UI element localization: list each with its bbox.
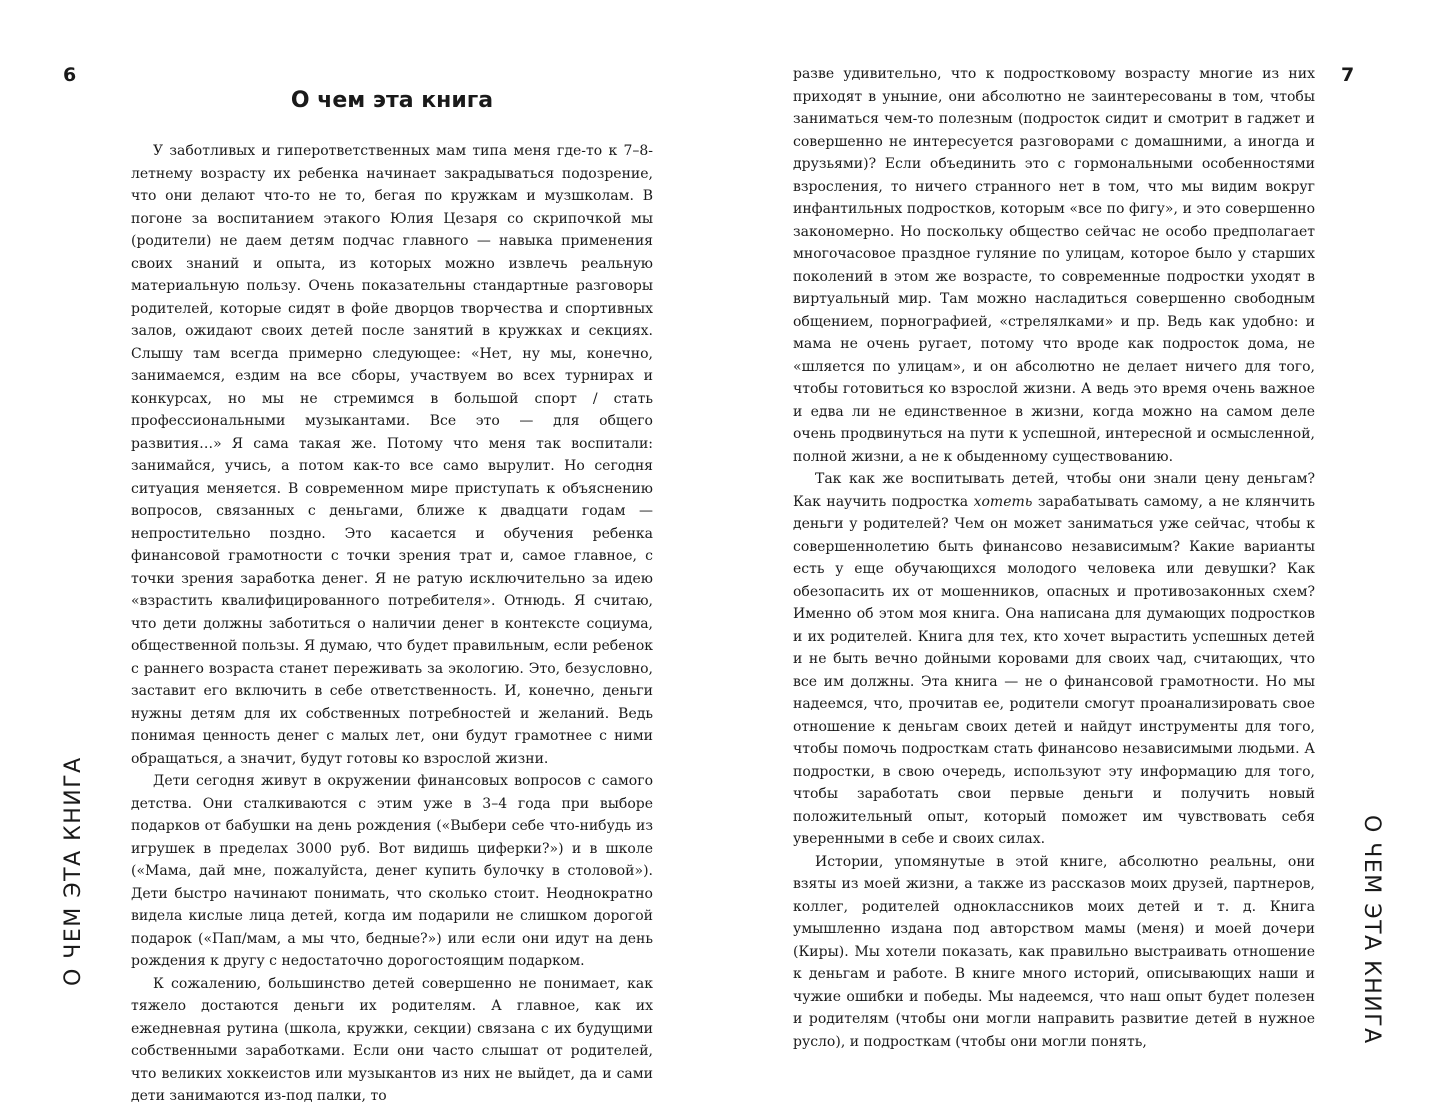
paragraph: Дети сегодня живут в окружении финансовых вопросов с самого детства. Они сталкиваются с этим уже в 3–4 года при выборе подарков от бабушки на день рождения («Выбери себе что-нибудь из игрушек в пределах 3000 руб. Вот видишь циферки?») и в школе («Мама, дай мне, пожалуйста, денег купить булочку в столовой»). Дети быстро начинают понимать, что сколько стоит. Неоднократно видела кислые лица детей, когда им подарили не слишком дорогой подарок («Пап/мам, а мы что, бедные?») или если они идут на день рождения к другу с недостаточно дорогостоящим подарком. <box>131 773 653 969</box>
left-text-block <box>131 75 653 1108</box>
left-page <box>0 0 722 1104</box>
right-page <box>723 0 1445 1051</box>
paragraph: Истории, упомянутые в этой книге, абсолютно реальны, они взяты из моей жизни, а также из рассказов моих друзей, партнеров, коллег, родителей одноклассников моих детей и т. д. Книга умышленно издана под авторством мамы (меня) и моей дочери (Киры). Мы хотели показать, как правильно выстраивать отношение к деньгам и работе. В книге много историй, описывающих наши и чужие ошибки и победы. Мы надеемся, что наш опыт будет полезен и родителям (чтобы они могли направить развитие детей в нужное русло), и подросткам (чтобы они могли понять, <box>793 853 1315 1050</box>
emphasis-text: хотеть <box>973 493 1033 510</box>
paragraph: У заботливых и гиперответственных мам типа меня где-то к 7–8-летнему возрасту их ребенка начинает закрадываться подозрение, что они делают что-то не то, бегая по кружкам и музшколам. В погоне за воспитанием этакого Юлия Цезаря со скрипочкой мы (родители) не даем детям подчас главного — навыка применения своих знаний и опыта, из которых можно извлечь реальную материальную пользу. Очень показательны стандартные разговоры родителей, которые сидят в фойе дворцов творчества и спортивных залов, ожидают своих детей после занятий в кружках и секциях. Слышу там всегда примерно следующее: «Нет, ну мы, конечно, занимаемся, ездим на все сборы, участвуем во всех турнирах и конкурсах, но мы не стремимся в большой спорт / стать профессиональными музыкантами. Все это — для общего развития…» Я сама такая же. Потому что меня так воспитали: занимайся, учись, а потом как-то все само вырулит. Но сегодня ситуация меняется. В современном мире приступать к объяснению вопросов, связанных с деньгами, ближе к двадцати годам — непростительно поздно. Это касается и обучения ребенка финансовой грамотности с точки зрения трат и, самое главное, с точки зрения заработка денег. Я не ратую исключительно за идею «взрастить квалифицированного потребителя». Отнюдь. Я считаю, что дети должны заботиться о наличии денег в контексте социума, общественной пользы. Я думаю, что будет правильным, если ребенок с раннего возраста станет переживать за экологию. Это, безусловно, заставит его включить в себе ответственность. И, конечно, деньги нужны детям для их собственных потребностей и желаний. Ведь понимая ценность денег с малых лет, они будут грамотнее с ними обращаться, а значит, будут готовы ко взрослой жизни. <box>131 143 653 767</box>
page-number-left: 6 <box>63 64 77 86</box>
running-head-left: О ЧЕМ ЭТА КНИГА <box>61 756 86 986</box>
chapter-title: О чем эта книга <box>290 88 494 113</box>
right-text-block <box>793 63 1315 1053</box>
running-head-right: О ЧЕМ ЭТА КНИГА <box>1359 815 1384 1045</box>
paragraph: К сожалению, большинство детей совершенно не понимает, как тяжело достаются деньги их родителям. А главное, как их ежедневная рутина (школа, кружки, секции) связана с их будущими собственными заработками. Если они часто слышат от родителей, что великих хоккеистов или музыкантов из них не выйдет, да и сами дети занимаются из-под палки, то <box>131 975 653 1104</box>
page-number-right: 7 <box>1341 64 1355 86</box>
paragraph-continued: разве удивительно, что к подростковому возрасту многие из них приходят в уныние, они абсолютно не заинтересованы в том, чтобы заниматься чем-то полезным (подросток сидит и смотрит в гаджет и совершенно не интересуется разговорами с домашними, а иногда и друзьями)? Если объединить это с гормональными особенностями взросления, то ничего странного нет в том, что мы видим вокруг инфантильных подростков, которым «все по фигу», и это совершенно закономерно. Но поскольку общество сейчас не особо предполагает многочасовое праздное гуляние по улицам, которое было у старших поколений в этом же возрасте, то современные подростки уходят в виртуальный мир. Там можно насладиться совершенно свободным общением, порнографией, «стрелялками» и пр. Ведь как удобно: и мама не очень ругает, потому что вроде как подросток дома, не «шляется по улицам», и он абсолютно не делает ничего для того, чтобы готовиться ко взрослой жизни. А ведь это время очень важное и едва ли не единственное в жизни, когда можно на самом деле очень продвинуться на пути к успешной, интересной и осмысленной, полной жизни, а не к обыденному существованию. <box>793 66 1315 465</box>
paragraph-text: зарабатывать самому, а не клянчить деньги у родителей? Чем он может заниматься уже сейчас, чтобы к совершеннолетию быть финансово независимым? Какие варианты есть у еще обучающихся молодого человека или девушки? Как обезопасить их от мошенников, опасных и противозаконных схем? Именно об этом моя книга. Она написана для думающих подростков и их родителей. Книга для тех, кто хочет вырастить успешных детей и не быть вечно дойными коровами для своих чад, считающих, что все им должны. Эта книга — не о финансовой грамотности. Но мы надеемся, что, прочитав ее, родители смогут проанализировать свое отношение к деньгам своих детей и найдут инструменты для того, чтобы помочь подросткам стать финансово независимыми людьми. А подростки, в свою очередь, используют эту информацию для того, чтобы заработать свои первые деньги и получить новый положительный опыт, который поможет им чувствовать себя уверенными в себе и своих силах. <box>793 493 1316 847</box>
paragraph-text: Так как же воспитывать детей, чтобы они знали цену деньгам? Как научить подростка <box>793 471 1315 510</box>
paragraph <box>793 468 1315 851</box>
